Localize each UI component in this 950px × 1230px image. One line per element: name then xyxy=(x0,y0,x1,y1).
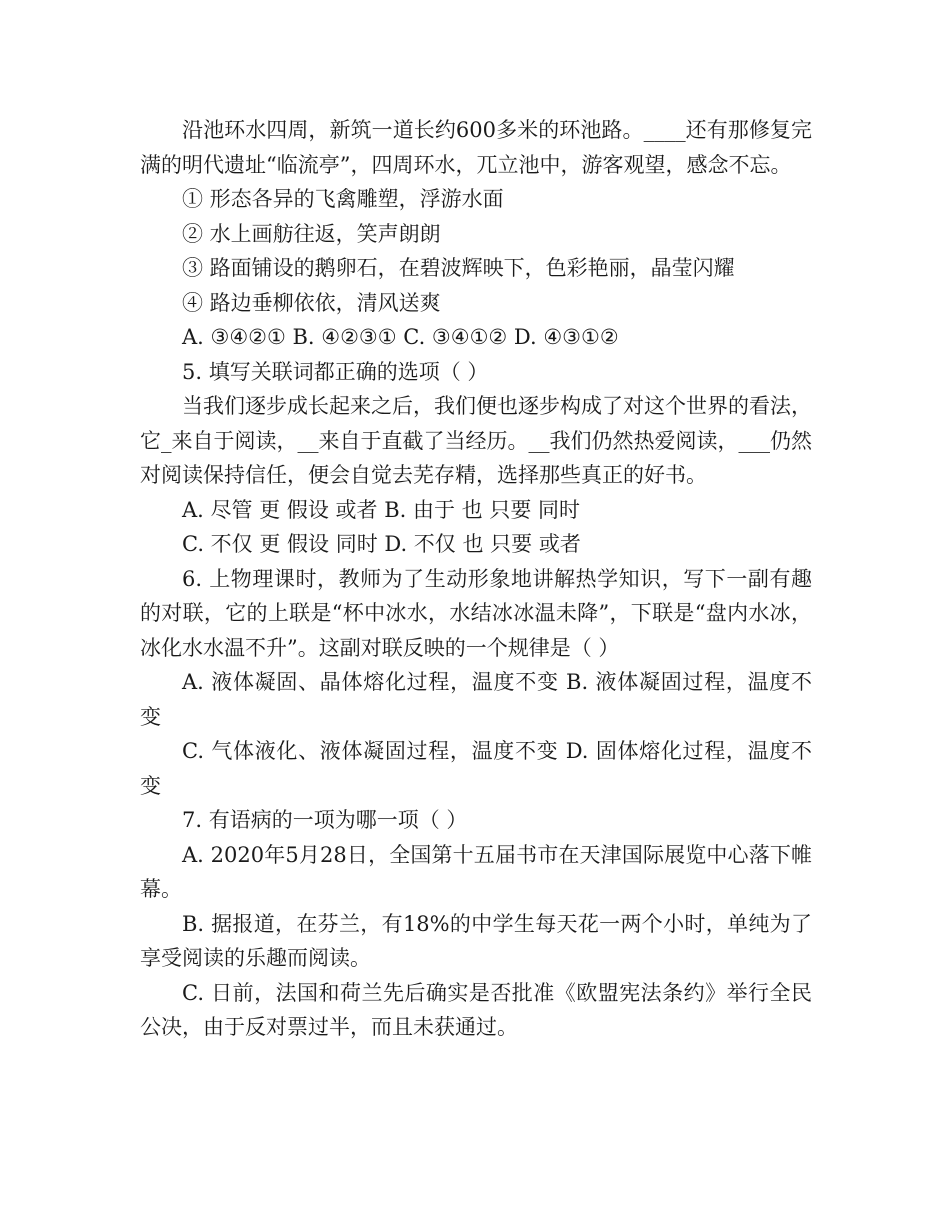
option-item-1: ① 形态各异的飞禽雕塑，浮游水面 xyxy=(182,187,504,211)
answer-choices-q4: A. ③④②① B. ④②③① C. ③④①② D. ④③①② xyxy=(182,325,619,349)
answer-choices-q6-ab: A. 液体凝固、晶体熔化过程，温度不变 B. 液体凝固过程，温度不变 xyxy=(140,670,812,729)
answer-choices-q5-ab: A. 尽管 更 假设 或者 B. 由于 也 只要 同时 xyxy=(182,497,581,522)
option-item-3: ③ 路面铺设的鹅卵石，在碧波辉映下，色彩艳丽，晶莹闪耀 xyxy=(182,256,735,280)
question-6: 6. 上物理课时，教师为了生动形象地讲解热学知识，写下一副有趣的对联，它的上联是“杯中冰水，水结冰冰温未降”，下联是“盘内水冰，冰化水水温不升”。这副对联反映的一个规律是（ ） xyxy=(140,566,812,660)
answer-choice-q7-c: C. 日前，法国和荷兰先后确实是否批准《欧盟宪法条约》举行全民公决，由于反对票过半，而且未获通过。 xyxy=(140,980,812,1039)
answer-choices-q6-cd: C. 气体液化、液体凝固过程，温度不变 D. 固体熔化过程，温度不变 xyxy=(140,739,812,798)
answer-choice-q7-b: B. 据报道，在芬兰，有18%的中学生每天花一两个小时，单纯为了享受阅读的乐趣而阅读。 xyxy=(140,911,812,970)
option-item-2: ② 水上画舫往返，笑声朗朗 xyxy=(182,221,441,246)
question-5-passage: 当我们逐步成长起来之后，我们便也逐步构成了对这个世界的看法，它_来自于阅读，__来自于直截了当经历。__我们仍然热爱阅读，___仍然对阅读保持信任，便会自觉去芜存精，选择那些真正的好书。 xyxy=(140,394,812,487)
option-item-4: ④ 路边垂柳依依，清风送爽 xyxy=(182,290,441,315)
question-7: 7. 有语病的一项为哪一项（ ） xyxy=(182,808,468,832)
answer-choice-q7-a: A. 2020年5月28日，全国第十五届书市在天津国际展览中心落下帷幕。 xyxy=(140,842,812,901)
passage-paragraph: 沿池环水四周，新筑一道长约600多米的环池路。____还有那修复完满的明代遗址“临流亭”，四周环水，兀立池中，游客观望，感念不忘。 xyxy=(140,118,812,177)
answer-choices-q5-cd: C. 不仅 更 假设 同时 D. 不仅 也 只要 或者 xyxy=(182,532,581,556)
question-5: 5. 填写关联词都正确的选项（ ） xyxy=(182,359,489,384)
document-body xyxy=(140,113,812,1045)
